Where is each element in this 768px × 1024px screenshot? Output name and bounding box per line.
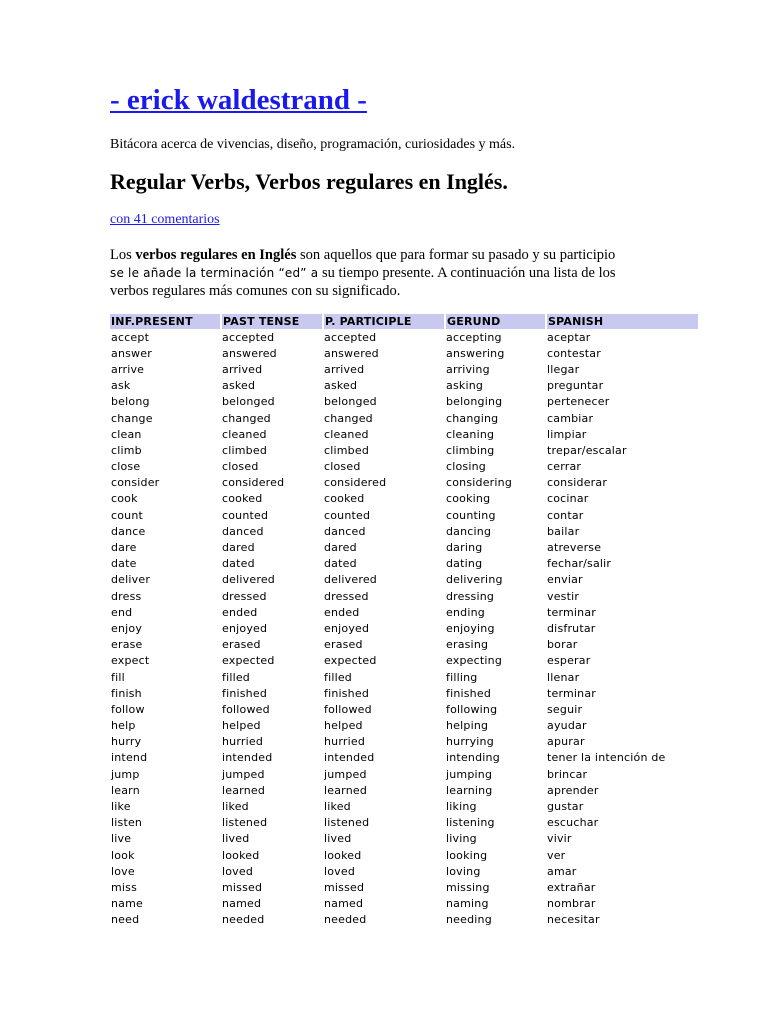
table-row — [110, 863, 698, 879]
cell-spanish: contar — [547, 508, 584, 522]
table-row — [110, 394, 698, 410]
cell-past-participle: belonged — [324, 395, 377, 409]
cell-past-tense: danced — [222, 524, 264, 538]
cell-past-participle: cooked — [324, 492, 365, 506]
cell-spanish: necesitar — [547, 913, 600, 927]
cell-inf-present: date — [111, 557, 137, 571]
cell-spanish: cerrar — [547, 460, 582, 474]
cell-past-tense: expected — [222, 654, 275, 668]
cell-spanish: pertenecer — [547, 395, 610, 409]
cell-inf-present: follow — [111, 702, 145, 716]
cell-past-participle: missed — [324, 880, 365, 894]
cell-spanish: nombrar — [547, 897, 596, 911]
cell-past-participle: named — [324, 897, 364, 911]
cell-past-participle: arrived — [324, 362, 365, 376]
table-row — [110, 556, 698, 572]
cell-past-tense: dressed — [222, 589, 267, 603]
cell-inf-present: dance — [111, 524, 146, 538]
cell-spanish: gustar — [547, 800, 584, 814]
cell-spanish: contestar — [547, 346, 601, 360]
table-row — [110, 620, 698, 636]
table-row — [110, 879, 698, 895]
cell-inf-present: name — [111, 897, 143, 911]
cell-past-tense: finished — [222, 686, 268, 700]
intro-line-1 — [110, 246, 670, 264]
cell-past-tense: liked — [222, 800, 249, 814]
cell-spanish: cocinar — [547, 492, 589, 506]
cell-spanish: esperar — [547, 654, 591, 668]
header-spanish: SPANISH — [546, 314, 698, 329]
cell-past-tense: changed — [222, 411, 271, 425]
table-row — [110, 896, 698, 912]
cell-gerund: liking — [446, 800, 477, 814]
cell-inf-present: erase — [111, 638, 143, 652]
header-inf-present: INF.PRESENT — [110, 314, 221, 329]
intro-bold-text: verbos regulares en Inglés — [135, 247, 297, 263]
cell-inf-present: like — [111, 800, 131, 814]
table-row — [110, 539, 698, 555]
blog-tagline: Bitácora acerca de vivencias, diseño, programación, curiosidades y más. — [110, 137, 516, 152]
verbs-table — [110, 314, 698, 928]
cell-gerund: intending — [446, 751, 500, 765]
cell-inf-present: answer — [111, 346, 152, 360]
cell-inf-present: count — [111, 508, 144, 522]
cell-inf-present: live — [111, 832, 132, 846]
table-row — [110, 345, 698, 361]
cell-past-participle: delivered — [324, 573, 377, 587]
cell-spanish: seguir — [547, 702, 583, 716]
cell-gerund: changing — [446, 411, 499, 425]
cell-past-participle: intended — [324, 751, 375, 765]
cell-gerund: dating — [446, 557, 483, 571]
cell-past-participle: asked — [324, 379, 358, 393]
cell-gerund: finished — [446, 686, 492, 700]
cell-spanish: vivir — [547, 832, 572, 846]
cell-inf-present: deliver — [111, 573, 151, 587]
cell-inf-present: accept — [111, 330, 150, 344]
cell-past-tense: dated — [222, 557, 255, 571]
cell-past-participle: enjoyed — [324, 621, 370, 635]
blog-title-link[interactable]: - erick waldestrand - — [110, 84, 367, 116]
cell-gerund: following — [446, 702, 498, 716]
cell-spanish: amar — [547, 864, 577, 878]
cell-inf-present: jump — [111, 767, 140, 781]
cell-past-tense: intended — [222, 751, 273, 765]
cell-past-participle: hurried — [324, 735, 366, 749]
cell-inf-present: expect — [111, 654, 150, 668]
cell-inf-present: belong — [111, 395, 150, 409]
cell-gerund: living — [446, 832, 477, 846]
cell-inf-present: clean — [111, 427, 142, 441]
cell-spanish: cambiar — [547, 411, 594, 425]
cell-spanish: brincar — [547, 767, 588, 781]
cell-gerund: asking — [446, 379, 484, 393]
cell-inf-present: hurry — [111, 735, 142, 749]
table-row — [110, 475, 698, 491]
cell-gerund: cleaning — [446, 427, 495, 441]
cell-past-participle: ended — [324, 605, 360, 619]
cell-past-tense: filled — [222, 670, 250, 684]
cell-gerund: filling — [446, 670, 478, 684]
cell-past-tense: lived — [222, 832, 250, 846]
cell-spanish: extrañar — [547, 880, 596, 894]
cell-past-tense: accepted — [222, 330, 275, 344]
cell-past-participle: needed — [324, 913, 367, 927]
comments-link[interactable]: con 41 comentarios — [110, 212, 220, 227]
cell-spanish: enviar — [547, 573, 583, 587]
cell-gerund: counting — [446, 508, 496, 522]
cell-inf-present: need — [111, 913, 140, 927]
table-row — [110, 669, 698, 685]
cell-spanish: disfrutar — [547, 621, 596, 635]
cell-past-participle: accepted — [324, 330, 377, 344]
cell-spanish: terminar — [547, 605, 597, 619]
table-row — [110, 912, 698, 928]
cell-past-tense: closed — [222, 460, 259, 474]
cell-inf-present: look — [111, 848, 135, 862]
cell-past-tense: jumped — [222, 767, 265, 781]
cell-spanish: considerar — [547, 476, 608, 490]
intro-text: son aquellos que para formar su pasado y su participio — [296, 247, 616, 263]
cell-past-tense: climbed — [222, 443, 268, 457]
header-past-participle: P. PARTICIPLE — [323, 314, 445, 329]
cell-gerund: enjoying — [446, 621, 495, 635]
cell-past-participle: closed — [324, 460, 361, 474]
table-row — [110, 491, 698, 507]
table-row — [110, 750, 698, 766]
cell-inf-present: listen — [111, 816, 143, 830]
cell-gerund: missing — [446, 880, 490, 894]
cell-past-participle: jumped — [324, 767, 367, 781]
cell-gerund: answering — [446, 346, 505, 360]
cell-past-tense: dared — [222, 541, 255, 555]
cell-inf-present: close — [111, 460, 141, 474]
cell-past-participle: filled — [324, 670, 352, 684]
table-row — [110, 718, 698, 734]
cell-spanish: vestir — [547, 589, 580, 603]
cell-past-participle: learned — [324, 783, 368, 797]
cell-past-tense: named — [222, 897, 262, 911]
cell-inf-present: arrive — [111, 362, 145, 376]
cell-gerund: closing — [446, 460, 486, 474]
cell-spanish: apurar — [547, 735, 585, 749]
table-row — [110, 766, 698, 782]
table-row — [110, 653, 698, 669]
cell-past-tense: erased — [222, 638, 261, 652]
table-row — [110, 442, 698, 458]
cell-past-tense: arrived — [222, 362, 263, 376]
cell-past-tense: ended — [222, 605, 258, 619]
cell-gerund: jumping — [446, 767, 493, 781]
cell-gerund: learning — [446, 783, 493, 797]
cell-past-tense: cleaned — [222, 427, 267, 441]
cell-inf-present: enjoy — [111, 621, 143, 635]
table-row — [110, 410, 698, 426]
cell-past-tense: helped — [222, 719, 261, 733]
cell-spanish: trepar/escalar — [547, 443, 627, 457]
table-row — [110, 734, 698, 750]
cell-gerund: expecting — [446, 654, 503, 668]
post-intro — [110, 246, 670, 300]
intro-text: su tiempo presente. A continuación una lista de los — [318, 265, 616, 281]
cell-gerund: daring — [446, 541, 483, 555]
cell-gerund: listening — [446, 816, 495, 830]
cell-past-tense: asked — [222, 379, 256, 393]
cell-past-tense: delivered — [222, 573, 275, 587]
table-row — [110, 588, 698, 604]
cell-inf-present: cook — [111, 492, 138, 506]
cell-inf-present: learn — [111, 783, 140, 797]
table-row — [110, 815, 698, 831]
cell-past-tense: loved — [222, 864, 254, 878]
cell-spanish: limpiar — [547, 427, 587, 441]
intro-line-2 — [110, 264, 670, 282]
cell-inf-present: consider — [111, 476, 160, 490]
table-row — [110, 523, 698, 539]
cell-gerund: erasing — [446, 638, 489, 652]
cell-gerund: looking — [446, 848, 488, 862]
cell-past-participle: listened — [324, 816, 370, 830]
table-row — [110, 798, 698, 814]
cell-past-participle: looked — [324, 848, 362, 862]
table-row — [110, 637, 698, 653]
cell-past-participle: dared — [324, 541, 357, 555]
cell-past-participle: followed — [324, 702, 372, 716]
cell-inf-present: miss — [111, 880, 138, 894]
cell-past-participle: dated — [324, 557, 357, 571]
cell-gerund: considering — [446, 476, 513, 490]
cell-inf-present: dress — [111, 589, 142, 603]
header-past-tense: PAST TENSE — [221, 314, 323, 329]
cell-spanish: escuchar — [547, 816, 599, 830]
cell-gerund: accepting — [446, 330, 502, 344]
cell-inf-present: help — [111, 719, 136, 733]
cell-past-participle: helped — [324, 719, 363, 733]
header-gerund: GERUND — [445, 314, 546, 329]
cell-gerund: loving — [446, 864, 481, 878]
table-row — [110, 459, 698, 475]
cell-gerund: cooking — [446, 492, 491, 506]
cell-spanish: aprender — [547, 783, 599, 797]
cell-gerund: hurrying — [446, 735, 494, 749]
cell-inf-present: ask — [111, 379, 131, 393]
cell-gerund: helping — [446, 719, 489, 733]
cell-past-participle: counted — [324, 508, 371, 522]
cell-inf-present: end — [111, 605, 133, 619]
cell-gerund: belonging — [446, 395, 503, 409]
intro-line-3: verbos regulares más comunes con su significado. — [110, 283, 401, 299]
cell-past-participle: answered — [324, 346, 379, 360]
table-row — [110, 572, 698, 588]
cell-inf-present: intend — [111, 751, 148, 765]
cell-past-participle: considered — [324, 476, 387, 490]
cell-past-tense: belonged — [222, 395, 275, 409]
cell-past-participle: loved — [324, 864, 356, 878]
verbs-table-body — [110, 329, 698, 928]
cell-spanish: llenar — [547, 670, 580, 684]
table-row — [110, 604, 698, 620]
cell-past-participle: cleaned — [324, 427, 369, 441]
cell-past-participle: changed — [324, 411, 373, 425]
cell-inf-present: dare — [111, 541, 137, 555]
cell-past-tense: missed — [222, 880, 263, 894]
table-header-row — [110, 314, 698, 329]
cell-past-tense: needed — [222, 913, 265, 927]
cell-past-participle: finished — [324, 686, 370, 700]
table-row — [110, 361, 698, 377]
post-title: Regular Verbs, Verbos regulares en Inglés. — [110, 169, 508, 194]
cell-gerund: ending — [446, 605, 485, 619]
cell-past-tense: answered — [222, 346, 277, 360]
cell-gerund: delivering — [446, 573, 503, 587]
cell-inf-present: love — [111, 864, 135, 878]
intro-special-text: se le añade la terminación “ed” a — [110, 266, 319, 280]
cell-past-participle: expected — [324, 654, 377, 668]
intro-text: Los — [110, 247, 136, 263]
cell-gerund: needing — [446, 913, 492, 927]
cell-spanish: ayudar — [547, 719, 587, 733]
table-row — [110, 329, 698, 345]
cell-past-tense: listened — [222, 816, 268, 830]
cell-past-tense: learned — [222, 783, 266, 797]
cell-past-tense: counted — [222, 508, 269, 522]
cell-spanish: preguntar — [547, 379, 604, 393]
cell-past-tense: looked — [222, 848, 260, 862]
cell-spanish: tener la intención de — [547, 751, 666, 765]
table-row — [110, 378, 698, 394]
cell-past-participle: danced — [324, 524, 366, 538]
cell-past-participle: lived — [324, 832, 352, 846]
cell-past-participle: climbed — [324, 443, 370, 457]
cell-past-tense: hurried — [222, 735, 264, 749]
cell-past-participle: liked — [324, 800, 351, 814]
cell-inf-present: fill — [111, 670, 125, 684]
cell-spanish: llegar — [547, 362, 580, 376]
cell-inf-present: climb — [111, 443, 142, 457]
cell-past-tense: cooked — [222, 492, 263, 506]
table-row — [110, 426, 698, 442]
cell-past-tense: followed — [222, 702, 270, 716]
cell-spanish: ver — [547, 848, 566, 862]
cell-spanish: terminar — [547, 686, 597, 700]
cell-gerund: dancing — [446, 524, 492, 538]
table-row — [110, 685, 698, 701]
cell-inf-present: finish — [111, 686, 142, 700]
cell-past-tense: enjoyed — [222, 621, 268, 635]
cell-past-participle: erased — [324, 638, 363, 652]
cell-inf-present: change — [111, 411, 153, 425]
table-row — [110, 831, 698, 847]
table-row — [110, 847, 698, 863]
cell-spanish: atreverse — [547, 541, 602, 555]
table-row — [110, 782, 698, 798]
cell-gerund: climbing — [446, 443, 495, 457]
cell-past-tense: considered — [222, 476, 285, 490]
cell-spanish: bailar — [547, 524, 580, 538]
cell-gerund: arriving — [446, 362, 490, 376]
cell-spanish: fechar/salir — [547, 557, 612, 571]
cell-spanish: aceptar — [547, 330, 591, 344]
cell-gerund: dressing — [446, 589, 495, 603]
table-row — [110, 701, 698, 717]
table-row — [110, 507, 698, 523]
cell-gerund: naming — [446, 897, 489, 911]
cell-past-participle: dressed — [324, 589, 369, 603]
cell-spanish: borar — [547, 638, 578, 652]
